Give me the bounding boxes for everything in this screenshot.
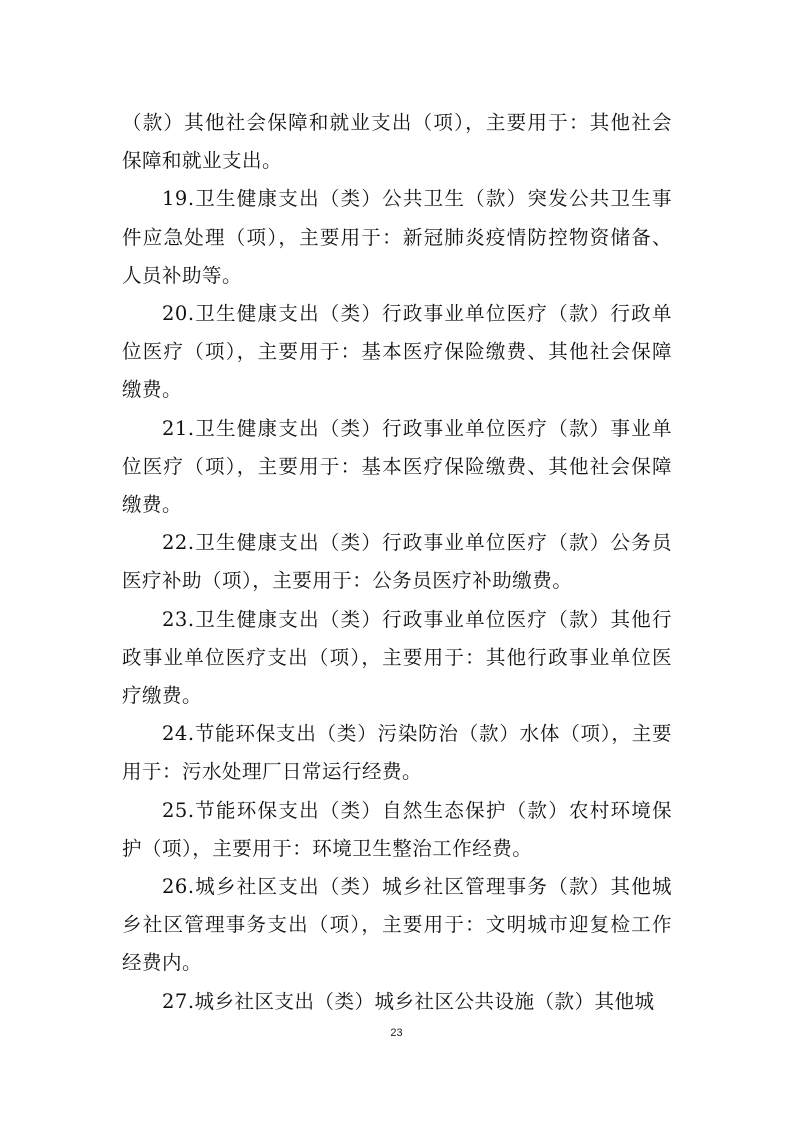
paragraph-item-21: 21.卫生健康支出（类）行政事业单位医疗（款）事业单位医疗（项），主要用于：基本医疗保险缴费、其他社会保障缴费。 — [122, 416, 672, 517]
paragraph-item-24: 24.节能环保支出（类）污染防治（款）水体（项），主要用于：污水处理厂日常运行经费。 — [122, 722, 672, 784]
document-body — [122, 104, 672, 1021]
paragraph-item-25: 25.节能环保支出（类）自然生态保护（款）农村环境保护（项），主要用于：环境卫生整治工作经费。 — [122, 798, 672, 860]
paragraph-continuation: （款）其他社会保障和就业支出（项），主要用于：其他社会保障和就业支出。 — [122, 111, 672, 173]
paragraph-item-22: 22.卫生健康支出（类）行政事业单位医疗（款）公务员医疗补助（项），主要用于：公务员医疗补助缴费。 — [122, 531, 672, 593]
paragraph-item-27: 27.城乡社区支出（类）城乡社区公共设施（款）其他城 — [162, 989, 655, 1013]
paragraph-item-23: 23.卫生健康支出（类）行政事业单位医疗（款）其他行政事业单位医疗支出（项），主要用于：其他行政事业单位医疗缴费。 — [122, 607, 672, 708]
paragraph-item-20: 20.卫生健康支出（类）行政事业单位医疗（款）行政单位医疗（项），主要用于：基本医疗保险缴费、其他社会保障缴费。 — [122, 302, 672, 402]
page-number: 23 — [390, 1027, 403, 1039]
paragraph-item-26: 26.城乡社区支出（类）城乡社区管理事务（款）其他城乡社区管理事务支出（项），主要用于：文明城市迎复检工作经费内。 — [122, 875, 672, 975]
paragraph-item-19: 19.卫生健康支出（类）公共卫生（款）突发公共卫生事件应急处理（项），主要用于：新冠肺炎疫情防控物资储备、人员补助等。 — [122, 187, 672, 287]
